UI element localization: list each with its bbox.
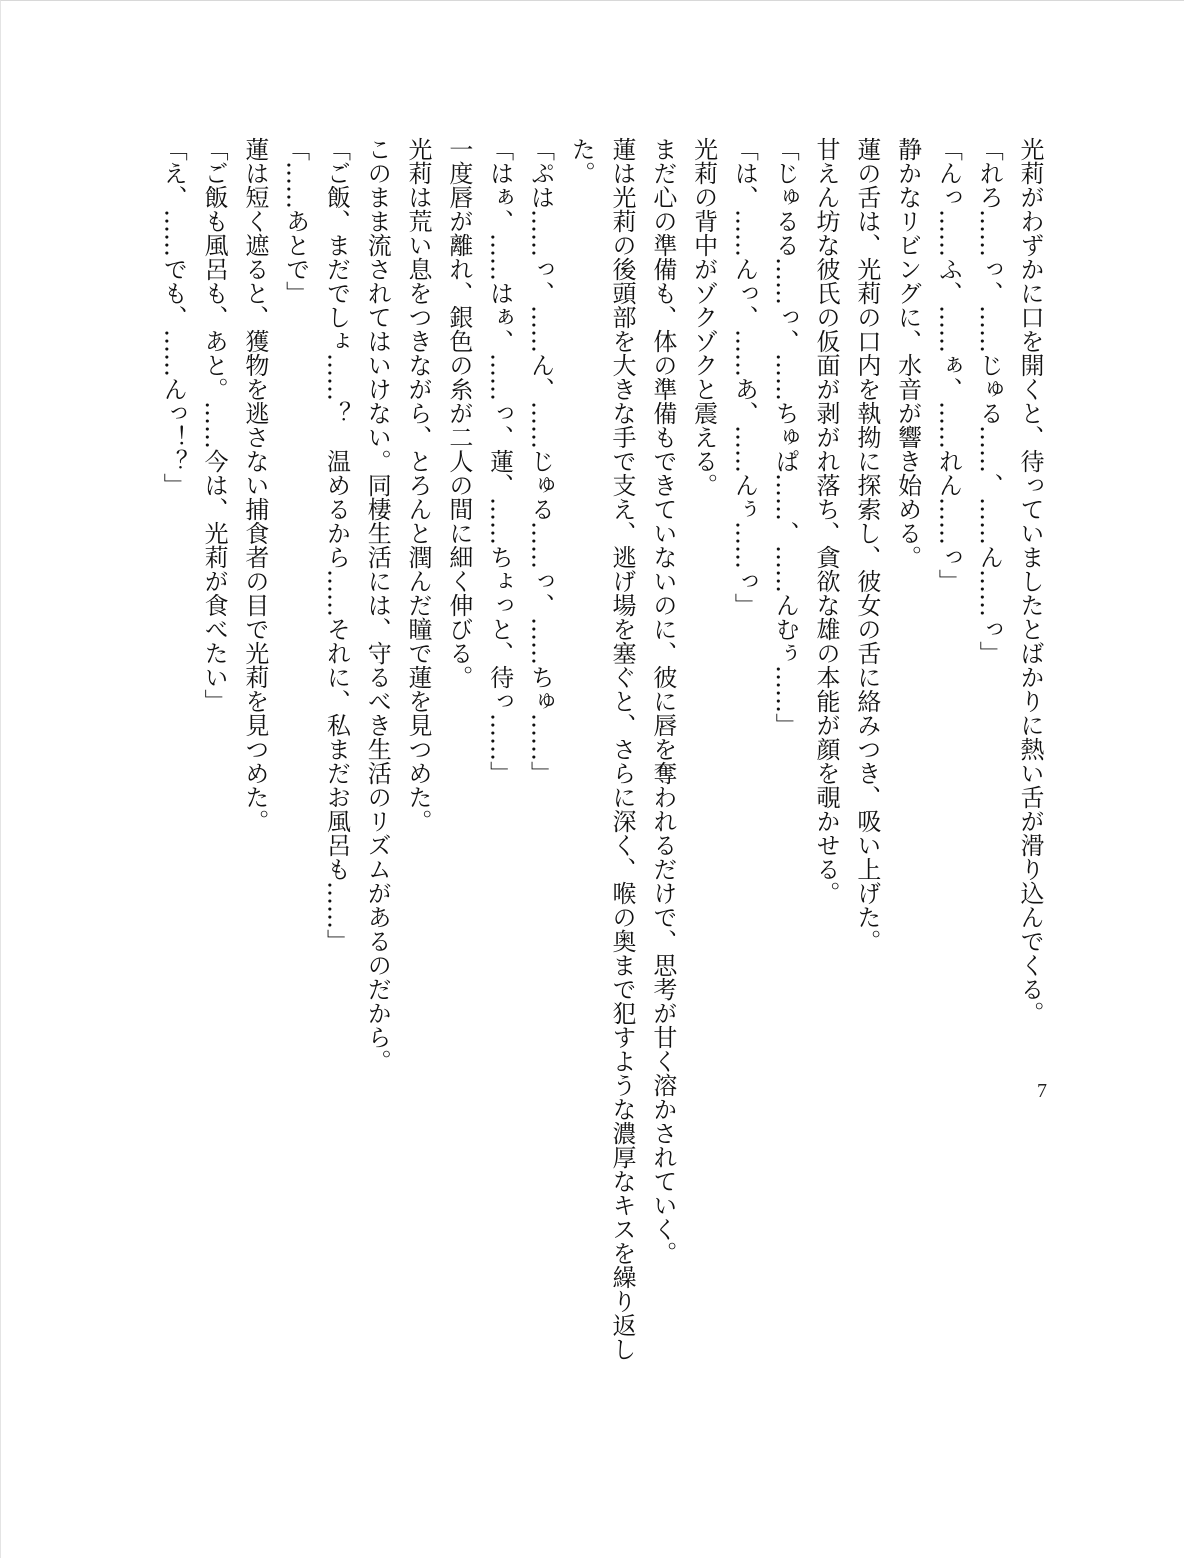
text-line: まだ心の準備も、体の準備もできていないのに、彼に唇を奪われるだけで、思考が甘く溶かされていく。 <box>648 137 677 1265</box>
text-line: た。 <box>567 137 596 185</box>
text-line: 光莉の背中がゾクゾクと震える。 <box>689 137 718 497</box>
text-line: 甘えん坊な彼氏の仮面が剥がれ落ち、貪欲な雄の本能が顔を覗かせる。 <box>812 137 841 905</box>
text-line: このまま流されてはいけない。同棲生活には、守るべき生活のリズムがあるのだから。 <box>363 137 392 1073</box>
text-line: 「……あとで」 <box>281 137 310 305</box>
text-line: 蓮の舌は、光莉の口内を執拗に探索し、彼女の舌に絡みつき、吸い上げた。 <box>852 137 881 953</box>
text-line: 蓮は短く遮ると、獲物を逃さない捕食者の目で光莉を見つめた。 <box>240 137 269 833</box>
text-line: 光莉がわずかに口を開くと、待っていましたとばかりに熱い舌が滑り込んでくる。 <box>1016 137 1044 1025</box>
text-line: 「ご飯も風呂も、あと。……今は、光莉が食べたい」 <box>200 137 229 713</box>
text-line: 光莉は荒い息をつきながら、とろんと潤んだ瞳で蓮を見つめた。 <box>404 137 433 833</box>
text-line: 一度唇が離れ、銀色の糸が二人の間に細く伸びる。 <box>444 137 473 689</box>
text-line: 「ぷは……っ、……ん、……じゅる……っ、……ちゅ……」 <box>526 137 555 785</box>
text-line: 静かなリビングに、水音が響き始める。 <box>893 137 922 569</box>
text-line: 「ご飯、まだでしょ……？ 温めるから……それに、私まだお風呂も……」 <box>322 137 351 953</box>
text-line: 「んっ……ふ、……ぁ、……れん……っ」 <box>934 137 963 593</box>
text-line: 「は、……んっ、……あ、……んぅ……っ」 <box>730 137 759 617</box>
text-line: 「はぁ、……はぁ、……っ、蓮、……ちょっと、待っ……」 <box>485 137 514 785</box>
text-line: 「じゅるる……っ、……ちゅぱ……、……んむぅ……」 <box>771 137 800 737</box>
text-line: 「れろ……っ、……じゅる……、……ん……っ」 <box>975 137 1004 665</box>
page-number: 7 <box>1037 1080 1047 1102</box>
text-line: 蓮は光莉の後頭部を大きな手で支え、逃げ場を塞ぐと、さらに深く、喉の奥まで犯すような濃厚なキスを繰り返し <box>608 137 637 1361</box>
body-text <box>130 137 1050 1467</box>
text-line: 「え、……でも、……んっ！？」 <box>159 137 188 497</box>
